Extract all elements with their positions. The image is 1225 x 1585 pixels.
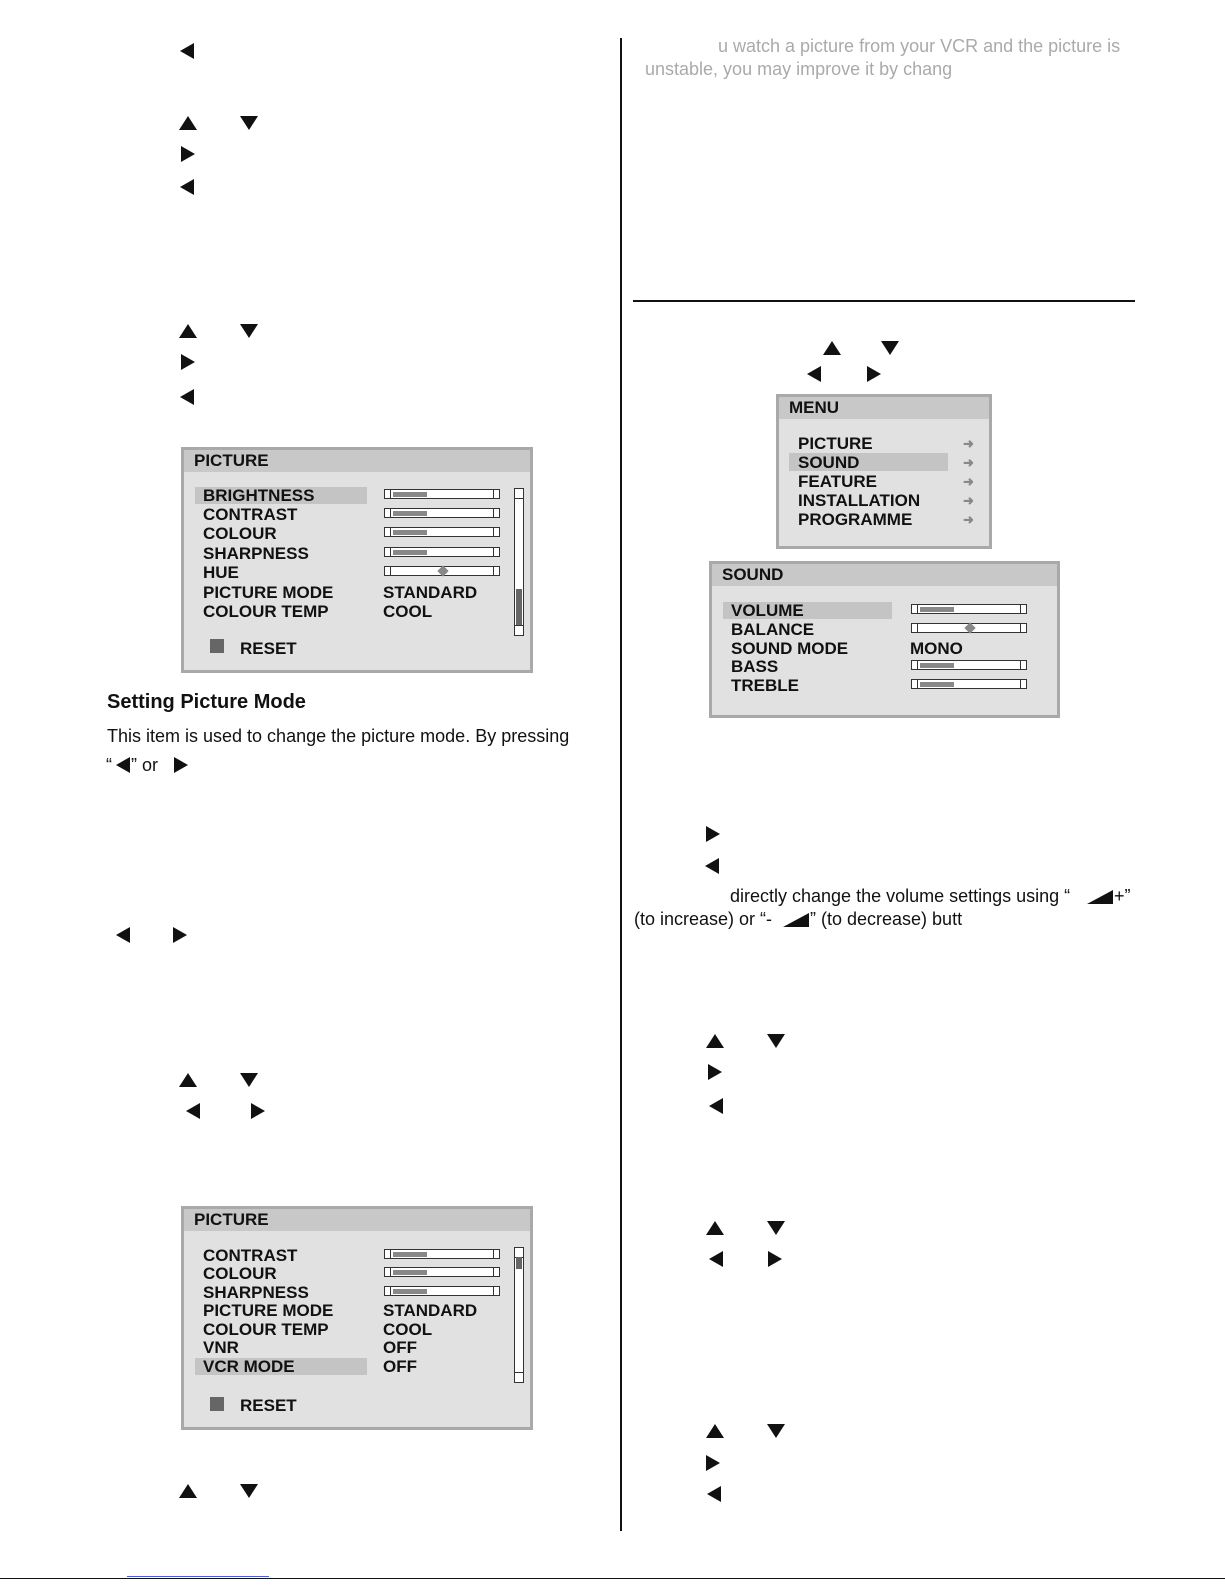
- up-arrow-icon: [179, 1484, 197, 1498]
- right-arrow-icon: [181, 354, 195, 370]
- menu-item-vcr-mode: VCR MODE: [203, 1357, 295, 1376]
- down-arrow-icon: [767, 1424, 785, 1438]
- up-arrow-icon: [706, 1221, 724, 1235]
- sound-menu-screenshot: [709, 561, 1060, 718]
- sharpness-slider: [384, 1286, 500, 1296]
- menu-item-picture-mode: PICTURE MODE: [203, 1301, 334, 1320]
- submenu-arrow-icon: ➜: [963, 474, 974, 489]
- left-arrow-icon: [709, 1251, 723, 1267]
- menu-item-contrast: CONTRAST: [203, 1246, 298, 1265]
- right-arrow-icon: [706, 1455, 720, 1471]
- menu-item-volume: VOLUME: [731, 601, 804, 620]
- menu-item-picture-mode: PICTURE MODE: [203, 583, 334, 602]
- up-arrow-icon: [179, 324, 197, 338]
- menu-item-feature: FEATURE: [798, 472, 878, 491]
- down-arrow-icon: [767, 1034, 785, 1048]
- down-arrow-icon: [767, 1221, 785, 1235]
- up-arrow-icon: [179, 116, 197, 130]
- menu-item-colour-temp: COLOUR TEMP: [203, 1320, 329, 1339]
- menu-title: MENU: [779, 397, 989, 419]
- submenu-arrow-icon: ➜: [963, 436, 974, 451]
- menu-title: PICTURE: [184, 450, 530, 472]
- left-arrow-icon: [116, 757, 130, 773]
- main-menu-screenshot: [776, 394, 992, 549]
- up-arrow-icon: [179, 1073, 197, 1087]
- reset-square-icon: [210, 639, 224, 653]
- up-arrow-icon: [706, 1424, 724, 1438]
- menu-item-colour: COLOUR: [203, 1264, 277, 1283]
- vcr-mode-value: OFF: [383, 1357, 417, 1376]
- contrast-slider: [384, 508, 500, 518]
- left-arrow-icon: [180, 389, 194, 405]
- menu-item-contrast: CONTRAST: [203, 505, 298, 524]
- body-paragraph: This item is used to change the picture mode. By pressing: [107, 726, 570, 746]
- section-rule: [633, 300, 1135, 302]
- left-arrow-icon: [180, 43, 194, 59]
- left-arrow-icon: [186, 1103, 200, 1119]
- picture-menu-screenshot-1: [181, 447, 533, 673]
- right-arrow-icon: [251, 1103, 265, 1119]
- menu-title: PICTURE: [184, 1209, 530, 1231]
- left-arrow-icon: [709, 1098, 723, 1114]
- menu-item-treble: TREBLE: [731, 676, 799, 695]
- volume-text-d: ” (to decrease) butt: [810, 909, 963, 929]
- menu-item-vnr: VNR: [203, 1338, 239, 1357]
- contrast-slider: [384, 1249, 500, 1259]
- left-arrow-icon: [705, 858, 719, 874]
- brightness-slider: [384, 489, 500, 499]
- right-arrow-icon: [867, 366, 881, 382]
- menu-scrollbar: [514, 1247, 524, 1383]
- treble-slider: [911, 679, 1027, 689]
- volume-ramp-icon: [1087, 890, 1113, 904]
- volume-slider: [911, 604, 1027, 614]
- faded-text-line: u watch a picture from your VCR and the picture is: [718, 36, 1121, 56]
- menu-item-programme: PROGRAMME: [798, 510, 913, 529]
- submenu-arrow-icon: ➜: [963, 493, 974, 508]
- right-arrow-icon: [181, 146, 195, 162]
- right-arrow-icon: [173, 927, 187, 943]
- bass-slider: [911, 660, 1027, 670]
- footer-rule: [0, 1578, 1225, 1579]
- column-divider: [620, 38, 622, 1531]
- menu-item-brightness: BRIGHTNESS: [203, 486, 315, 505]
- menu-item-sound-mode: SOUND MODE: [731, 639, 849, 658]
- colour-slider: [384, 1267, 500, 1277]
- submenu-arrow-icon: ➜: [963, 512, 974, 527]
- menu-scrollbar: [514, 488, 524, 636]
- menu-title: SOUND: [712, 564, 1057, 586]
- menu-item-sharpness: SHARPNESS: [203, 1283, 309, 1302]
- down-arrow-icon: [240, 1484, 258, 1498]
- menu-item-hue: HUE: [203, 563, 239, 582]
- reset-square-icon: [210, 1397, 224, 1411]
- volume-ramp-icon: [783, 913, 809, 927]
- reset-label: RESET: [240, 1396, 297, 1415]
- left-arrow-icon: [807, 366, 821, 382]
- vnr-value: OFF: [383, 1338, 417, 1357]
- right-arrow-icon: [174, 757, 188, 773]
- quote-open: “: [106, 755, 112, 775]
- right-arrow-icon: [706, 826, 720, 842]
- quote-or: ” or: [131, 755, 158, 775]
- picture-mode-value: STANDARD: [383, 583, 478, 602]
- submenu-arrow-icon: ➜: [963, 455, 974, 470]
- right-arrow-icon: [708, 1064, 722, 1080]
- menu-item-balance: BALANCE: [731, 620, 815, 639]
- colour-slider: [384, 527, 500, 537]
- down-arrow-icon: [240, 1073, 258, 1087]
- faded-text-line: unstable, you may improve it by chang: [645, 59, 953, 79]
- menu-item-installation: INSTALLATION: [798, 491, 921, 510]
- left-arrow-icon: [707, 1486, 721, 1502]
- menu-item-picture: PICTURE: [798, 434, 873, 453]
- left-arrow-icon: [116, 927, 130, 943]
- picture-menu-screenshot-2: [181, 1206, 533, 1430]
- down-arrow-icon: [240, 324, 258, 338]
- menu-item-colour: COLOUR: [203, 524, 277, 543]
- menu-item-sound: SOUND: [798, 453, 860, 472]
- footer-link-underline: [127, 1576, 269, 1577]
- up-arrow-icon: [823, 341, 841, 355]
- balance-slider: [911, 623, 1027, 633]
- hue-slider: [384, 566, 500, 576]
- left-arrow-icon: [180, 179, 194, 195]
- sound-mode-value: MONO: [910, 639, 963, 658]
- sharpness-slider: [384, 547, 500, 557]
- right-arrow-icon: [768, 1251, 782, 1267]
- up-arrow-icon: [706, 1034, 724, 1048]
- colour-temp-value: COOL: [383, 602, 433, 621]
- volume-text-c: (to increase) or “-: [634, 909, 773, 929]
- down-arrow-icon: [881, 341, 899, 355]
- menu-item-sharpness: SHARPNESS: [203, 544, 309, 563]
- volume-text-b: +”: [1114, 886, 1131, 906]
- reset-label: RESET: [240, 639, 297, 658]
- down-arrow-icon: [240, 116, 258, 130]
- menu-item-bass: BASS: [731, 657, 779, 676]
- volume-text-a: directly change the volume settings using “: [730, 886, 1071, 906]
- picture-mode-value: STANDARD: [383, 1301, 478, 1320]
- colour-temp-value: COOL: [383, 1320, 433, 1339]
- section-heading: Setting Picture Mode: [107, 691, 306, 713]
- menu-item-colour-temp: COLOUR TEMP: [203, 602, 329, 621]
